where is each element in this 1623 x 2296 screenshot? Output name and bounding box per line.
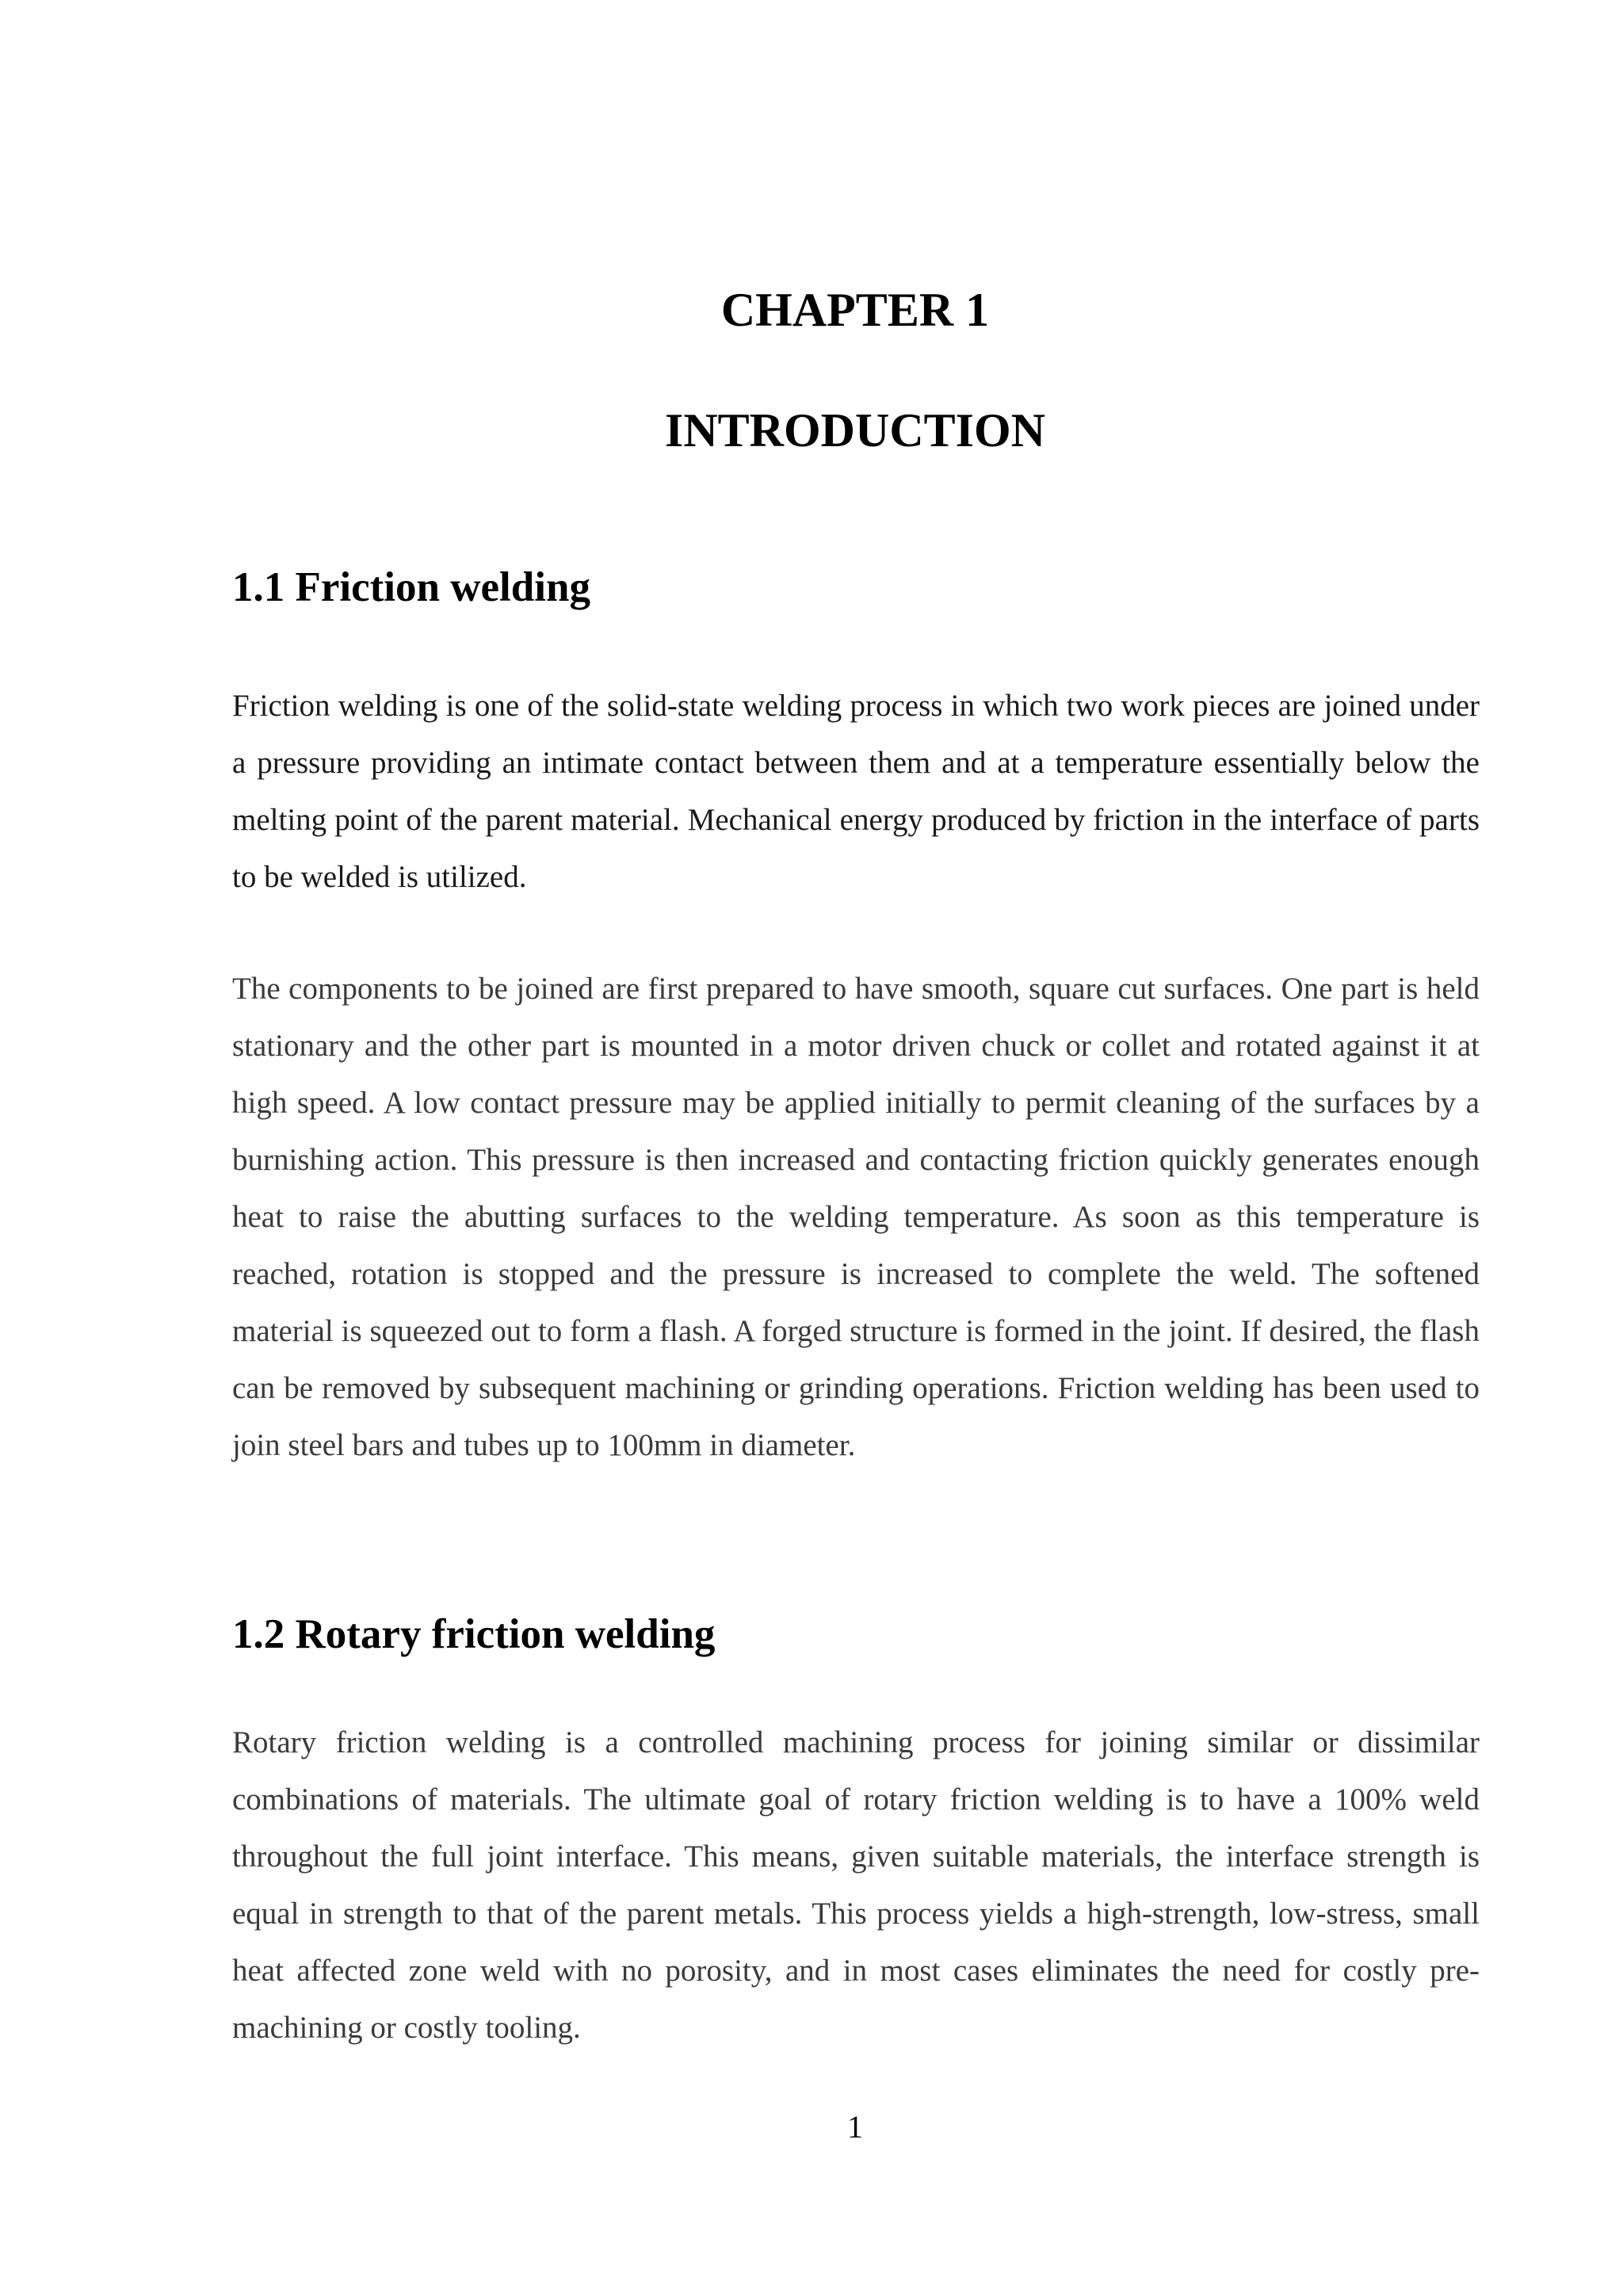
chapter-number: CHAPTER 1 [720, 284, 990, 336]
page-number: 1 [847, 2109, 863, 2145]
paragraph: The components to be joined are first prepared to have smooth, square cut surfaces. One part is held stationary and the other part is mounted in a motor driven chuck or collet and rotated against it at high speed. A low contact pressure may be applied initially to permit cleaning of the surfaces by a burnishing action. This pressure is then increased and contacting friction quickly generates enough heat to raise the abutting surfaces to the welding temperature. As soon as this temperature is reached, rotation is stopped and the pressure is increased to complete the weld. The softened material is squeezed out to form a flash. A forged structure is formed in the joint. If desired, the flash can be removed by subsequent machining or grinding operations. Friction welding has been used to join steel bars and tubes up to 100mm in diameter. [232, 972, 1480, 1462]
paragraph: Friction welding is one of the solid-state welding process in which two work pieces are joined under a pressure providing an intimate contact between them and at a temperature essentially below the melting point of the parent material. Mechanical energy produced by friction in the interface of parts to be welded is utilized. [232, 689, 1480, 894]
chapter-title: INTRODUCTION [664, 404, 1046, 457]
section-heading: 1.1 Friction welding [232, 564, 590, 610]
section-heading: 1.2 Rotary friction welding [232, 1611, 716, 1657]
paragraph: Rotary friction welding is a controlled machining process for joining similar or dissimilar combinations of materials. The ultimate goal of rotary friction welding is to have a 100% weld throughout the full joint interface. This means, given suitable materials, the interface strength is equal in strength to that of the parent metals. This process yields a high-strength, low-stress, small heat affected zone weld with no porosity, and in most cases eliminates the need for costly pre-machining or costly tooling. [232, 1725, 1480, 2045]
